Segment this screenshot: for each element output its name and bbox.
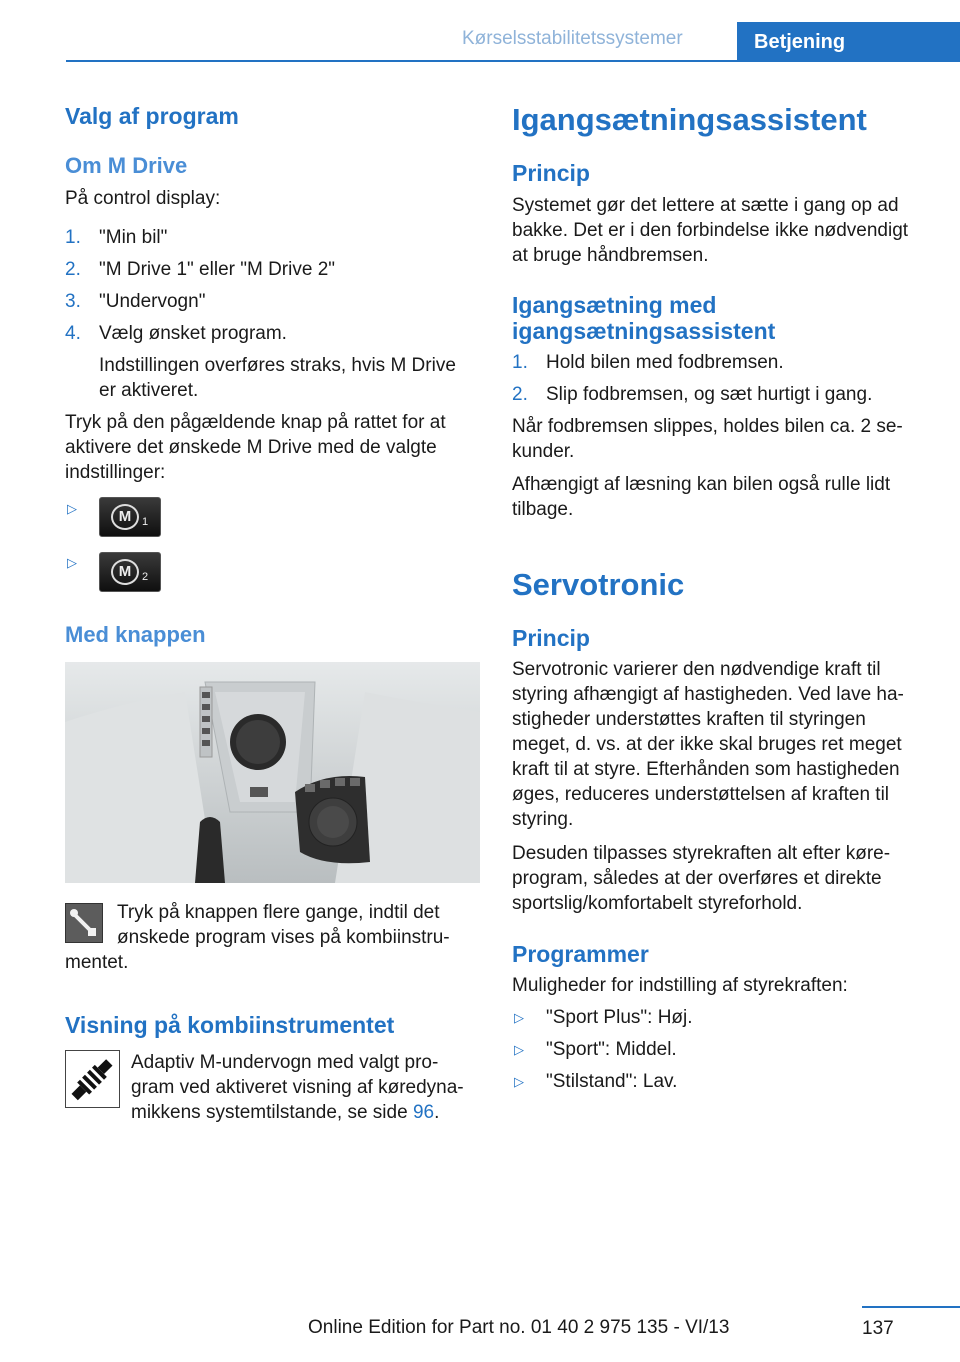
note-line: Tryk på knappen flere gange, indtil det — [117, 902, 440, 923]
header-rule — [66, 60, 960, 62]
bullet-arrow-icon: ▷ — [67, 501, 77, 516]
princip-line: bakke. Det er i den forbindelse ikke nødvendigt — [512, 220, 909, 241]
heading-programmer: Programmer — [512, 941, 649, 967]
m-letter: M — [111, 559, 139, 585]
visning-line-with-link — [131, 1100, 439, 1126]
bullet-arrow-icon: ▷ — [514, 1074, 524, 1089]
heading-igangsaetning-med: igangsætningsassistent — [512, 318, 776, 344]
step-text: "Min bil" — [99, 227, 168, 248]
m-drive-1-button-icon — [99, 497, 161, 537]
suspension-display-icon — [65, 1050, 120, 1108]
servo-line: styring. — [512, 809, 574, 830]
button-press-note-icon — [65, 903, 103, 943]
step-number: 1. — [65, 227, 81, 248]
m-subscript: 2 — [142, 571, 149, 583]
running-header-tab: Betjening — [737, 22, 960, 62]
heading-princip: Princip — [512, 160, 590, 186]
step-text: Vælg ønsket program. — [99, 323, 287, 344]
bullet-arrow-icon: ▷ — [514, 1010, 524, 1025]
bullet-arrow-icon: ▷ — [67, 555, 77, 570]
bullet-item: "Stilstand": Lav. — [546, 1071, 678, 1092]
visning-line: gram ved aktiveret visning af køredyna‐ — [131, 1077, 464, 1098]
princip-line: Systemet gør det lettere at sætte i gang op ad — [512, 195, 899, 216]
step-text: Slip fodbremsen, og sæt hurtigt i gang. — [546, 384, 873, 405]
princip-line: at bruge håndbremsen. — [512, 245, 709, 266]
heading-princip: Princip — [512, 625, 590, 651]
heading-igangsaetning-med: Igangsætning med — [512, 292, 717, 318]
afh-line: tilbage. — [512, 499, 574, 520]
shock-absorber-icon — [66, 1051, 119, 1107]
bullet-item: "Sport Plus": Høj. — [546, 1007, 693, 1028]
m-drive-2-button-icon — [99, 552, 161, 592]
visning-line: Adaptiv M-undervogn med valgt pro‐ — [131, 1052, 439, 1073]
servo-line: stigheder understøttes kraften til styringen — [512, 709, 866, 730]
naar-line: kunder. — [512, 441, 575, 462]
footer-edition: Online Edition for Part no. 01 40 2 975 135 - VI/13 — [308, 1317, 730, 1338]
heading-visning: Visning på kombiinstrumentet — [65, 1012, 395, 1038]
servo-line: meget, d. vs. at der ikke skal bruges ret meget — [512, 734, 902, 755]
m-letter: M — [111, 504, 139, 530]
paragraph-muligheder: Muligheder for indstilling af styrekraften: — [512, 975, 848, 996]
page-number: 137 — [862, 1318, 894, 1339]
center-console-illustration — [65, 662, 480, 883]
visning-text: mikkens systemtilstande, se side — [131, 1102, 413, 1123]
running-header-section: Kørselsstabilitetssystemer — [462, 28, 683, 49]
servo-line: kraft til at styre. Efterhånden som hastigheden — [512, 759, 900, 780]
heading-om-m-drive: Om M Drive — [65, 153, 188, 178]
step-text: Hold bilen med fodbremsen. — [546, 352, 784, 373]
step-number: 3. — [65, 291, 81, 312]
note-line: ønskede program vises på kombiinstru‐ — [117, 927, 450, 948]
heading-valg-af-program: Valg af program — [65, 103, 239, 129]
servo-line: styring afhængigt af hastigheden. Ved lave ha‐ — [512, 684, 904, 705]
desuden-line: program, således at der overføres et direkte — [512, 868, 882, 889]
step-number: 4. — [65, 323, 81, 344]
footer-rule — [862, 1306, 960, 1308]
bullet-arrow-icon: ▷ — [514, 1042, 524, 1057]
step-number: 2. — [65, 259, 81, 280]
servo-line: Servotronic varierer den nødvendige kraft til — [512, 659, 881, 680]
m-subscript: 1 — [142, 516, 149, 528]
servo-line: øges, reduceres understøttelsen af kraften til — [512, 784, 890, 805]
visning-text: . — [434, 1102, 440, 1123]
paragraph-control-display: På control display: — [65, 188, 221, 209]
paragraph-tryk: indstillinger: — [65, 462, 166, 483]
center-console-photo — [65, 662, 480, 883]
step-number: 1. — [512, 352, 528, 373]
paragraph-tryk: Tryk på den pågældende knap på rattet for at — [65, 412, 446, 433]
note-line: mentet. — [65, 952, 129, 973]
desuden-line: Desuden tilpasses styrekraften alt efter køre‐ — [512, 843, 891, 864]
step-number: 2. — [512, 384, 528, 405]
step-text: "Undervogn" — [99, 291, 206, 312]
heading-med-knappen: Med knappen — [65, 622, 206, 647]
wrench-icon — [66, 904, 102, 942]
afh-line: Afhængigt af læsning kan bilen også rulle lidt — [512, 474, 891, 495]
page-reference-link[interactable]: 96 — [412, 1102, 435, 1123]
step-text: "M Drive 1" eller "M Drive 2" — [99, 259, 336, 280]
heading-igangsaetningsassistent: Igangsætningsassistent — [512, 102, 867, 137]
desuden-line: sportslig/komfortabelt styreforhold. — [512, 893, 803, 914]
step-note: er aktiveret. — [99, 380, 199, 401]
paragraph-tryk: aktivere det ønskede M Drive med de valgte — [65, 437, 437, 458]
naar-line: Når fodbremsen slippes, holdes bilen ca. 2 se‐ — [512, 416, 903, 437]
bullet-item: "Sport": Middel. — [546, 1039, 677, 1060]
step-note: Indstillingen overføres straks, hvis M Drive — [99, 355, 456, 376]
heading-servotronic: Servotronic — [512, 567, 685, 602]
